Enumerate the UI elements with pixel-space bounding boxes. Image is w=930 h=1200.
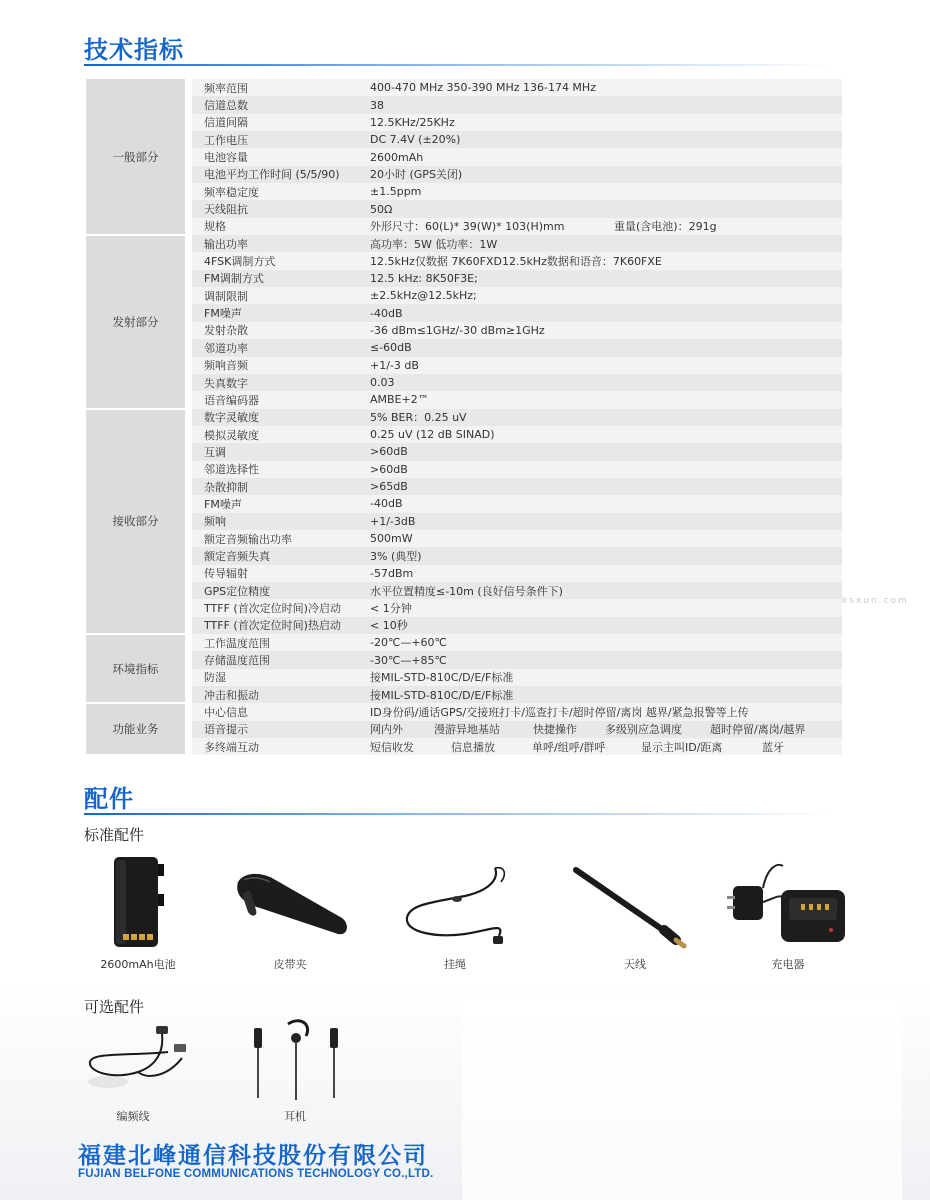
battery-icon xyxy=(108,854,168,950)
spec-value: 50Ω xyxy=(355,200,842,217)
spec-value: 12.5KHz/25KHz xyxy=(355,114,842,131)
company-name-cn: 福建北峰通信科技股份有限公司 xyxy=(78,1143,428,1169)
spec-label: 额定音频失真 xyxy=(192,547,355,564)
spec-value-part: 网内外 xyxy=(370,723,403,737)
spec-label: TTFF (首次定位时间)冷启动 xyxy=(192,599,355,616)
spec-value: >60dB xyxy=(355,443,842,460)
spec-label: 信道间隔 xyxy=(192,114,355,131)
spec-label: 调制限制 xyxy=(192,287,355,304)
spec-value: +1/-3dB xyxy=(355,513,842,530)
spec-row xyxy=(86,114,842,131)
accessory-lanyard xyxy=(390,860,520,972)
spec-label: FM调制方式 xyxy=(192,270,355,287)
spec-row xyxy=(86,131,842,148)
standard-accessories-title: 标准配件 xyxy=(84,826,145,844)
spec-row xyxy=(86,721,842,738)
spec-label: 语音提示 xyxy=(192,721,355,738)
spec-value: 12.5 kHz: 8K50F3E; xyxy=(355,270,842,287)
spec-label: 模拟灵敏度 xyxy=(192,426,355,443)
spec-row xyxy=(86,357,842,374)
spec-gap xyxy=(185,235,192,408)
lanyard-icon xyxy=(395,860,515,950)
spec-value: 接MIL-STD-810C/D/E/F标准 xyxy=(355,686,842,703)
spec-row xyxy=(86,183,842,200)
spec-row xyxy=(86,582,842,599)
spec-table xyxy=(86,79,842,756)
spec-row xyxy=(86,166,842,183)
spec-value: 12.5kHz仅数据 7K60FXD12.5kHz数据和语音：7K60FXE xyxy=(355,252,842,269)
spec-value: 500mW xyxy=(355,530,842,547)
spec-row xyxy=(86,374,842,391)
footer-panel xyxy=(462,1000,902,1200)
spec-row xyxy=(86,703,842,720)
spec-value xyxy=(355,218,842,235)
accessory-earphone xyxy=(240,1016,350,1124)
spec-row xyxy=(86,409,842,426)
spec-label: TTFF (首次定位时间)热启动 xyxy=(192,617,355,634)
spec-category: 发射部分 xyxy=(86,235,185,408)
spec-category: 环境指标 xyxy=(86,634,185,703)
spec-value-part: 快捷操作 xyxy=(533,723,577,737)
spec-section-title: 技术指标 xyxy=(84,36,184,64)
spec-label: 天线阻抗 xyxy=(192,200,355,217)
accessory-name: 2600mAh电池 xyxy=(100,958,176,971)
spec-category: 接收部分 xyxy=(86,409,185,634)
spec-row xyxy=(86,252,842,269)
spec-label: 邻道选择性 xyxy=(192,461,355,478)
spec-value: +1/-3 dB xyxy=(355,357,842,374)
accessory-name: 耳机 xyxy=(284,1110,306,1123)
spec-label: FM噪声 xyxy=(192,495,355,512)
spec-value: ≤-60dB xyxy=(355,339,842,356)
spec-row xyxy=(86,634,842,651)
spec-row xyxy=(86,547,842,564)
spec-label: 频响 xyxy=(192,513,355,530)
spec-value: 38 xyxy=(355,96,842,113)
spec-row xyxy=(86,339,842,356)
spec-label: FM噪声 xyxy=(192,304,355,321)
spec-label: 存储温度范围 xyxy=(192,651,355,668)
spec-row xyxy=(86,200,842,217)
accessories-section-title: 配件 xyxy=(84,785,134,813)
spec-row xyxy=(86,565,842,582)
accessory-charger xyxy=(718,858,858,972)
spec-value-part: 超时停留/离岗/越界 xyxy=(710,723,806,737)
accessory-antenna xyxy=(565,862,705,972)
spec-value: ID身份码/通话GPS/交接班打卡/巡查打卡/超时停留/离岗 越界/紧急报警等上传 xyxy=(355,703,842,720)
spec-row xyxy=(86,617,842,634)
spec-value xyxy=(355,738,842,755)
antenna-icon xyxy=(570,862,700,950)
accessory-name: 充电器 xyxy=(771,958,805,971)
spec-label: 电池平均工作时间 (5/5/90) xyxy=(192,166,355,183)
spec-category: 功能业务 xyxy=(86,703,185,755)
spec-value: 20小时 (GPS关闭) xyxy=(355,166,842,183)
spec-label: 发射杂散 xyxy=(192,322,355,339)
spec-value: < 10秒 xyxy=(355,617,842,634)
spec-value-part: 重量(含电池)：291g xyxy=(614,220,717,234)
spec-value: ±2.5kHz@12.5kHz; xyxy=(355,287,842,304)
spec-label: 规格 xyxy=(192,218,355,235)
spec-value: 5% BER：0.25 uV xyxy=(355,409,842,426)
earphone-icon xyxy=(240,1016,350,1102)
accessory-name: 皮带夹 xyxy=(273,958,307,971)
spec-value: 2600mAh xyxy=(355,148,842,165)
spec-value: 0.25 uV (12 dB SINAD) xyxy=(355,426,842,443)
spec-value-part: 单呼/组呼/群呼 xyxy=(532,740,606,754)
spec-row xyxy=(86,686,842,703)
spec-row xyxy=(86,443,842,460)
spec-row xyxy=(86,322,842,339)
spec-gap xyxy=(185,79,192,235)
spec-label: 频率范围 xyxy=(192,79,355,96)
spec-row xyxy=(86,148,842,165)
spec-gap xyxy=(185,409,192,634)
accessory-name: 编频线 xyxy=(116,1110,150,1123)
spec-value: AMBE+2™ xyxy=(355,391,842,408)
spec-value-part: 漫游异地基站 xyxy=(434,723,500,737)
programming-cable-icon xyxy=(78,1022,188,1102)
spec-row xyxy=(86,79,842,96)
spec-gap xyxy=(185,634,192,703)
accessory-name: 天线 xyxy=(624,958,646,971)
spec-row xyxy=(86,669,842,686)
accessory-belt-clip xyxy=(225,868,355,972)
accessories-title-underline xyxy=(84,813,834,815)
spec-row xyxy=(86,461,842,478)
optional-accessories-title: 可选配件 xyxy=(84,998,145,1016)
spec-label: 工作温度范围 xyxy=(192,634,355,651)
spec-row xyxy=(86,96,842,113)
spec-value: 高功率：5W 低功率：1W xyxy=(355,235,842,252)
spec-value: < 1分钟 xyxy=(355,599,842,616)
spec-category: 一般部分 xyxy=(86,79,185,235)
spec-label: GPS定位精度 xyxy=(192,582,355,599)
spec-label: 电池容量 xyxy=(192,148,355,165)
spec-row xyxy=(86,599,842,616)
spec-label: 输出功率 xyxy=(192,235,355,252)
spec-label: 互调 xyxy=(192,443,355,460)
spec-row xyxy=(86,391,842,408)
spec-row xyxy=(86,738,842,755)
spec-row xyxy=(86,651,842,668)
accessory-battery xyxy=(83,854,193,972)
spec-label: 杂散抑制 xyxy=(192,478,355,495)
spec-label: 额定音频输出功率 xyxy=(192,530,355,547)
spec-value: 400-470 MHz 350-390 MHz 136-174 MHz xyxy=(355,79,842,96)
spec-value: -57dBm xyxy=(355,565,842,582)
belt-clip-icon xyxy=(230,868,350,950)
spec-row xyxy=(86,513,842,530)
spec-label: 中心信息 xyxy=(192,703,355,720)
spec-label: 数字灵敏度 xyxy=(192,409,355,426)
spec-value: -40dB xyxy=(355,495,842,512)
spec-row xyxy=(86,530,842,547)
accessory-programming-cable xyxy=(78,1022,188,1124)
spec-gap xyxy=(185,703,192,755)
spec-value: -30℃—+85℃ xyxy=(355,651,842,668)
spec-value: 水平位置精度≤-10m (良好信号条件下) xyxy=(355,582,842,599)
charger-icon xyxy=(723,858,853,950)
spec-label: 语音编码器 xyxy=(192,391,355,408)
spec-label: 多终端互动 xyxy=(192,738,355,755)
spec-value: >65dB xyxy=(355,478,842,495)
company-name-en: FUJIAN BELFONE COMMUNICATIONS TECHNOLOGY CO.,LTD. xyxy=(78,1168,434,1180)
spec-value: -20℃—+60℃ xyxy=(355,634,842,651)
spec-row xyxy=(86,270,842,287)
spec-value-part: 多级别应急调度 xyxy=(605,723,682,737)
spec-value: ±1.5ppm xyxy=(355,183,842,200)
spec-value: DC 7.4V (±20%) xyxy=(355,131,842,148)
spec-title-underline xyxy=(84,64,834,66)
spec-label: 频率稳定度 xyxy=(192,183,355,200)
spec-row xyxy=(86,426,842,443)
spec-row xyxy=(86,287,842,304)
spec-row xyxy=(86,304,842,321)
spec-label: 传导辐射 xyxy=(192,565,355,582)
spec-label: 工作电压 xyxy=(192,131,355,148)
spec-label: 防湿 xyxy=(192,669,355,686)
accessory-name: 挂绳 xyxy=(444,958,466,971)
spec-value: 3% (典型) xyxy=(355,547,842,564)
spec-label: 冲击和振动 xyxy=(192,686,355,703)
spec-value: 0.03 xyxy=(355,374,842,391)
watermark: ksxun.com xyxy=(842,596,909,606)
spec-row xyxy=(86,495,842,512)
spec-row xyxy=(86,478,842,495)
spec-label: 邻道功率 xyxy=(192,339,355,356)
spec-value: -40dB xyxy=(355,304,842,321)
spec-row xyxy=(86,235,842,252)
spec-value xyxy=(355,721,842,738)
spec-value: 接MIL-STD-810C/D/E/F标准 xyxy=(355,669,842,686)
spec-label: 失真数字 xyxy=(192,374,355,391)
spec-value-part: 蓝牙 xyxy=(762,740,784,754)
spec-value-part: 外形尺寸：60(L)* 39(W)* 103(H)mm xyxy=(370,220,565,234)
spec-value: >60dB xyxy=(355,461,842,478)
spec-value-part: 信息播放 xyxy=(451,740,495,754)
spec-value-part: 显示主叫ID/距离 xyxy=(641,740,723,754)
spec-row xyxy=(86,218,842,235)
spec-label: 4FSK调制方式 xyxy=(192,252,355,269)
spec-label: 信道总数 xyxy=(192,96,355,113)
spec-value: -36 dBm≤1GHz/-30 dBm≥1GHz xyxy=(355,322,842,339)
spec-value-part: 短信收发 xyxy=(370,740,414,754)
spec-label: 频响音频 xyxy=(192,357,355,374)
